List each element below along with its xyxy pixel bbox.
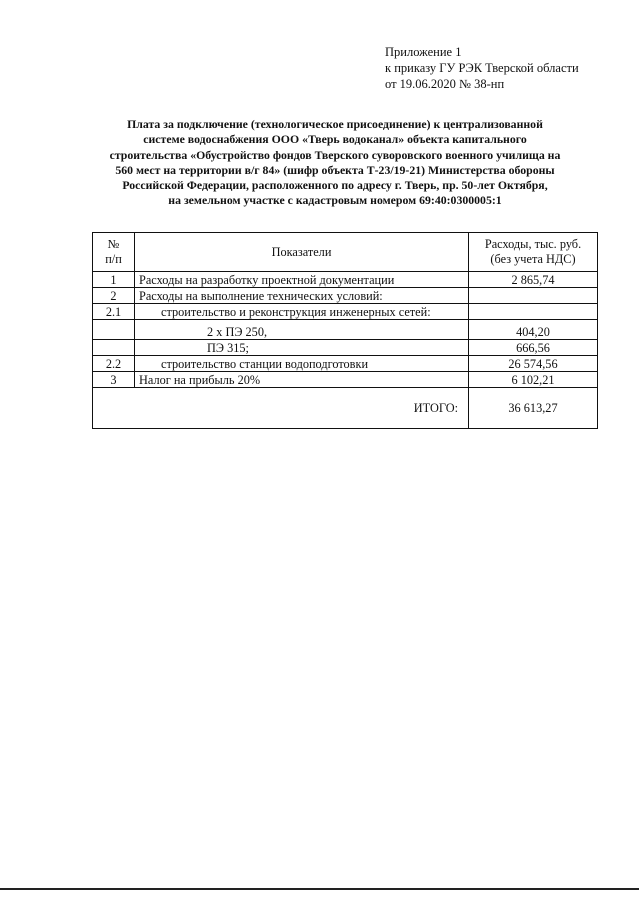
total-label: ИТОГО: [135,388,469,429]
header-num [93,233,135,272]
title-line: Плата за подключение (технологическое присоединение) к централизованной [127,117,543,131]
row-num: 2.2 [93,356,135,372]
row-label: Расходы на разработку проектной документации [135,272,469,288]
row-label: Расходы на выполнение технических условий: [135,288,469,304]
title-line: Российской Федерации, расположенного по адресу г. Тверь, пр. 50-лет Октября, [122,178,548,193]
header-value [469,233,598,272]
row-value [469,288,598,304]
header-num-line2: п/п [105,252,122,266]
row-label: строительство и реконструкция инженерных сетей: [135,304,469,320]
appendix-block [385,44,579,92]
document-title [80,117,590,209]
table-row [93,272,598,288]
table-row [93,340,598,356]
header-indicator: Показатели [135,233,469,272]
table-header-row [93,233,598,272]
header-value-line2: (без учета НДС) [490,252,576,266]
fees-table [92,232,598,429]
row-num: 2.1 [93,304,135,320]
row-num: 1 [93,272,135,288]
table-row [93,288,598,304]
title-line: строительства «Обустройство фондов Тверского суворовского военного училища на [109,147,561,162]
appendix-line-2: к приказу ГУ РЭК Тверской области [385,61,579,75]
table-row [93,372,598,388]
title-line: на земельном участке с кадастровым номером 69:40:0300005:1 [168,193,502,208]
row-label: строительство станции водоподготовки [135,356,469,372]
row-value [469,304,598,320]
row-value: 2 865,74 [469,272,598,288]
row-num: 3 [93,372,135,388]
row-num: 2 [93,288,135,304]
row-num [93,320,135,340]
title-line: 560 мест на территории в/г 84» (шифр объекта Т-23/19-21) Министерства обороны [115,162,555,177]
row-value: 666,56 [469,340,598,356]
bottom-edge-line [0,888,639,890]
row-label: ПЭ 315; [135,340,469,356]
appendix-line-3: от 19.06.2020 № 38-нп [385,77,505,91]
row-label: 2 х ПЭ 250, [135,320,469,340]
row-num [93,340,135,356]
total-blank-cell [93,388,135,429]
total-value: 36 613,27 [469,388,598,429]
header-num-line1: № [107,237,120,251]
row-value: 26 574,56 [469,356,598,372]
table-total-row [93,388,598,429]
appendix-line-1: Приложение 1 [385,45,462,59]
table-row [93,320,598,340]
row-value: 404,20 [469,320,598,340]
row-value: 6 102,21 [469,372,598,388]
header-value-line1: Расходы, тыс. руб. [484,237,582,251]
row-label: Налог на прибыль 20% [135,372,469,388]
table-row [93,356,598,372]
table-row [93,304,598,320]
title-line: системе водоснабжения ООО «Тверь водоканал» объекта капитального [143,132,527,147]
